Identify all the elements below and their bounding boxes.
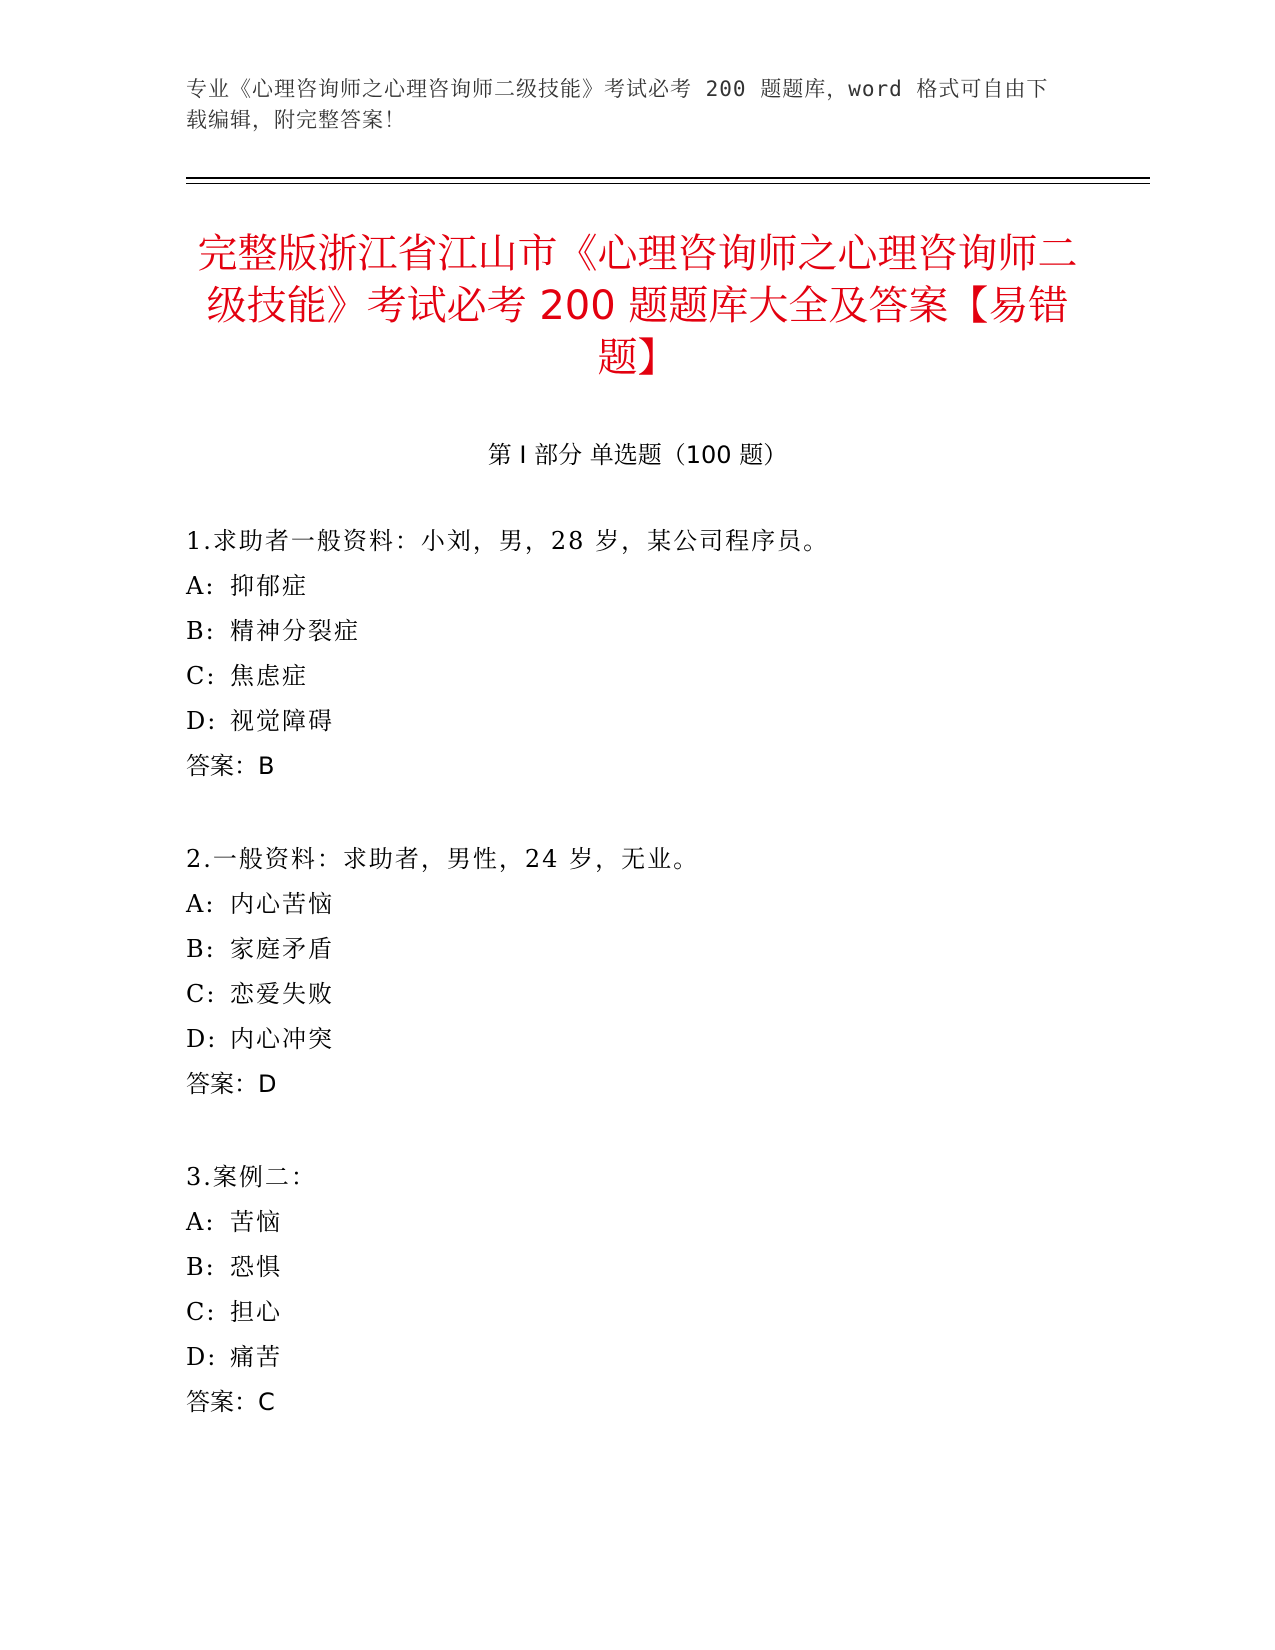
option-d — [186, 699, 1086, 744]
option-text: 家庭矛盾 — [230, 935, 334, 963]
option-key: C: — [186, 1298, 217, 1326]
option-text: 内心苦恼 — [230, 890, 334, 918]
option-key: B: — [186, 1253, 216, 1281]
document-title: 完整版浙江省江山市《心理咨询师之心理咨询师二级技能》考试必考 200 题题库大全及答案【易错题】 — [197, 231, 1078, 381]
option-b — [186, 927, 1086, 972]
option-text: 视觉障碍 — [230, 707, 334, 735]
header-rule-thick — [186, 177, 1150, 179]
option-key: B: — [186, 935, 216, 963]
option-key: A: — [186, 890, 216, 918]
question-stem: 3.案例二： — [186, 1163, 317, 1191]
question-stem: 2.一般资料：求助者，男性，24 岁，无业。 — [186, 845, 700, 873]
question-3 — [186, 1155, 1086, 1425]
answer: 答案：C — [186, 1388, 275, 1416]
option-text: 恐惧 — [230, 1253, 282, 1281]
answer: 答案：D — [186, 1070, 277, 1098]
option-a — [186, 1200, 1086, 1245]
option-text: 担心 — [230, 1298, 282, 1326]
answer: 答案：B — [186, 752, 275, 780]
option-text: 内心冲突 — [230, 1025, 334, 1053]
option-b — [186, 609, 1086, 654]
option-a — [186, 564, 1086, 609]
option-d — [186, 1335, 1086, 1380]
option-key: C: — [186, 980, 217, 1008]
question-2 — [186, 837, 1086, 1107]
option-c — [186, 1290, 1086, 1335]
option-b — [186, 1245, 1086, 1290]
option-a — [186, 882, 1086, 927]
question-1 — [186, 519, 1086, 789]
option-text: 痛苦 — [230, 1343, 282, 1371]
option-text: 精神分裂症 — [230, 617, 360, 645]
option-c — [186, 654, 1086, 699]
option-text: 苦恼 — [230, 1208, 282, 1236]
header-note: 专业《心理咨询师之心理咨询师二级技能》考试必考 200 题题库，word 格式可自由下载编辑，附完整答案！ — [186, 77, 1049, 132]
option-key: B: — [186, 617, 216, 645]
option-text: 焦虑症 — [230, 662, 308, 690]
option-key: D: — [186, 707, 218, 735]
option-c — [186, 972, 1086, 1017]
option-key: D: — [186, 1025, 218, 1053]
option-key: A: — [186, 1208, 216, 1236]
option-key: C: — [186, 662, 217, 690]
section-title: 第 I 部分 单选题（100 题） — [487, 441, 788, 469]
option-d — [186, 1017, 1086, 1062]
option-text: 抑郁症 — [230, 572, 308, 600]
header-rule-thin — [186, 183, 1150, 184]
option-key: A: — [186, 572, 216, 600]
question-stem: 1.求助者一般资料：小刘，男，28 岁，某公司程序员。 — [186, 527, 830, 555]
option-text: 恋爱失败 — [230, 980, 334, 1008]
option-key: D: — [186, 1343, 218, 1371]
